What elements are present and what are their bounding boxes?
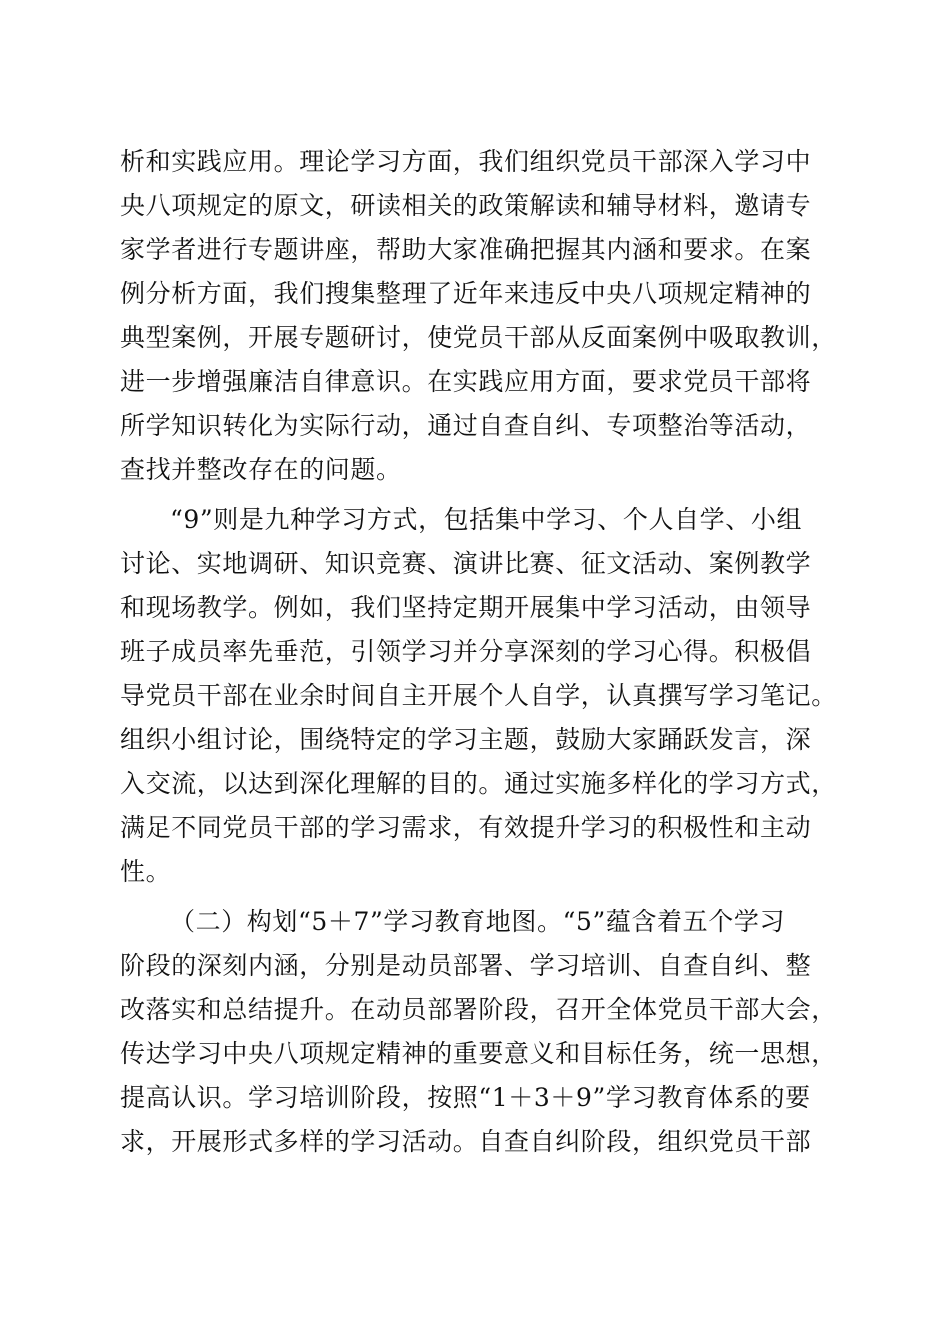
body-text-line: 所学知识转化为实际行动，通过自查自纠、专项整治等活动， — [120, 411, 812, 440]
body-text-line: 央八项规定的原文，研读相关的政策解读和辅导材料，邀请专 — [120, 191, 812, 220]
body-text-line: 查找并整改存在的问题。 — [120, 455, 402, 484]
section-heading-line: （二）构划“5＋7”学习教育地图。“5”蕴含着五个学习 — [170, 907, 786, 936]
body-text-line: 析和实践应用。理论学习方面，我们组织党员干部深入学习中 — [120, 147, 812, 176]
body-text-line: 组织小组讨论，围绕特定的学习主题，鼓励大家踊跃发言，深 — [120, 725, 812, 754]
body-text-line: 提高认识。学习培训阶段，按照“1＋3＋9”学习教育体系的要 — [120, 1083, 811, 1112]
body-text-line: 求，开展形式多样的学习活动。自查自纠阶段，组织党员干部 — [120, 1127, 812, 1156]
body-text-line: 改落实和总结提升。在动员部署阶段，召开全体党员干部大会， — [120, 995, 837, 1024]
body-text-line: 阶段的深刻内涵，分别是动员部署、学习培训、自查自纠、整 — [120, 951, 812, 980]
body-text-line: 家学者进行专题讲座，帮助大家准确把握其内涵和要求。在案 — [120, 235, 812, 264]
paragraph-first-line: “9”则是九种学习方式，包括集中学习、个人自学、小组 — [170, 505, 803, 534]
body-text-line: 传达学习中央八项规定精神的重要意义和目标任务，统一思想， — [120, 1039, 837, 1068]
body-text-line: 满足不同党员干部的学习需求，有效提升学习的积极性和主动 — [120, 813, 812, 842]
body-text-line: 入交流，以达到深化理解的目的。通过实施多样化的学习方式， — [120, 769, 837, 798]
body-text-line: 典型案例，开展专题研讨，使党员干部从反面案例中吸取教训， — [120, 323, 837, 352]
body-text-line: 进一步增强廉洁自律意识。在实践应用方面，要求党员干部将 — [120, 367, 812, 396]
body-text-line: 班子成员率先垂范，引领学习并分享深刻的学习心得。积极倡 — [120, 637, 812, 666]
body-text-line: 讨论、实地调研、知识竞赛、演讲比赛、征文活动、案例教学 — [120, 549, 812, 578]
body-text-line: 和现场教学。例如，我们坚持定期开展集中学习活动，由领导 — [120, 593, 812, 622]
body-text-line: 例分析方面，我们搜集整理了近年来违反中央八项规定精神的 — [120, 279, 812, 308]
body-text-line: 性。 — [120, 857, 172, 886]
body-text-line: 导党员干部在业余时间自主开展个人自学，认真撰写学习笔记。 — [120, 681, 837, 710]
